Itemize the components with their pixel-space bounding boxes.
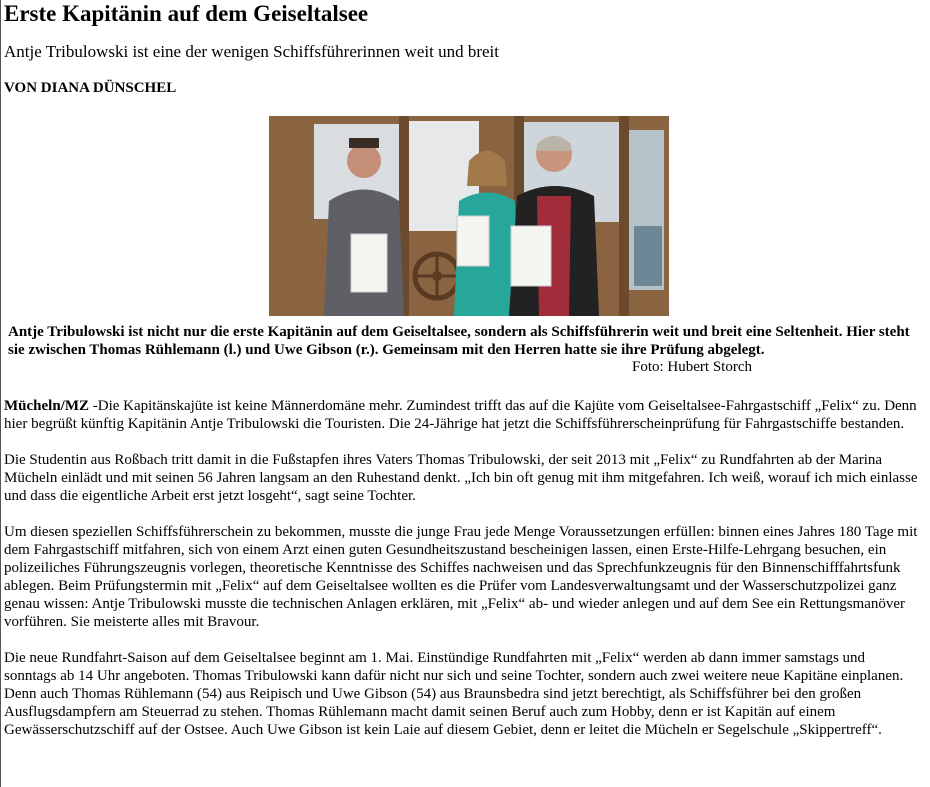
headline: Erste Kapitänin auf dem Geiseltalsee: [4, 1, 369, 26]
photo-credit: Foto: Hubert Storch: [632, 359, 752, 375]
paragraph-1: [4, 397, 920, 433]
paragraph-5: Denn auch Thomas Rühlemann (54) aus Reipisch und Uwe Gibson (54) aus Braunsbedra sind jetzt berechtigt, als Schiffsführer bei den großen Ausflugsdampfern am Steuerrad zu stehen. Thomas Rühlemann macht damit seinen Beruf auch zum Hobby, denn er ist Kapitän auf einem Gewässerschutzschiff auf der Ostsee. Auch Uwe Gibson ist kein Laie auf diesem Gebiet, denn er leitet die Mücheln er Segelschule „Skippertreff“.: [4, 686, 882, 738]
article-photo: [269, 116, 669, 316]
paragraph-4: Die neue Rundfahrt-Saison auf dem Geiseltalsee beginnt am 1. Mai. Einstündige Rundfahrten mit „Felix“ werden ab dann immer samstags und sonntags ab 14 Uhr angeboten. Thomas Tribulowski kann dafür nicht nur sich und seine Tochter, sondern auch zwei weitere neue Kapitäne einplanen.: [4, 650, 904, 684]
paragraph-1-text: -Die Kapitänskajüte ist keine Männerdomäne mehr. Zumindest trifft das auf die Kajüte vom Geiseltalsee-Fahrgastschiff „Felix“ zu. Denn hier begrüßt künftig Kapitänin Antje Tribulowski die Touristen. Die 24-Jährige hat jetzt die Schiffsführerscheinprüfung für Fahrgastschiffe bestanden.: [4, 398, 917, 432]
photo-caption: Antje Tribulowski ist nicht nur die erste Kapitänin auf dem Geiseltalsee, sondern als Schiffsführerin weit und breit eine Seltenheit. Hier steht sie zwischen Thomas Rühlemann (l.) und Uwe Gibson (r.). Gemeinsam mit den Herren hatte sie ihre Prüfung abgelegt.: [8, 324, 910, 358]
dateline: Mücheln/MZ: [4, 398, 89, 414]
left-border-rule: [0, 0, 1, 787]
article-body: [4, 397, 920, 757]
byline: VON DIANA DÜNSCHEL: [4, 80, 177, 96]
subtitle: Antje Tribulowski ist eine der wenigen Schiffsführerinnen weit und breit: [4, 42, 499, 61]
paragraph-3: Um diesen speziellen Schiffsführerschein zu bekommen, musste die junge Frau jede Menge Voraussetzungen erfüllen: binnen eines Jahres 180 Tage mit dem Fahrgastschiff mitfahren, sich von einem Arzt einen guten Gesundheitszustand bescheinigen lassen, einen Erste-Hilfe-Lehrgang besuchen, ein polizeiliches Führungszeugnis vorlegen, theoretische Kenntnisse des Schiffes nachweisen und das Sprechfunkzeugnis für den Binnenschifffahrtsfunk ablegen. Beim Prüfungstermin mit „Felix“ auf dem Geiseltalsee wollten es die Prüfer vom Landesverwaltungsamt und der Wasserschutzpolizei ganz genau wissen: Antje Tribulowski musste die technischen Anlagen erklären, mit „Felix“ ab- und wieder anlegen und auf dem See ein Rettungsmanöver vorführen. Sie meisterte alles mit Bravour.: [4, 524, 918, 630]
paragraph-2: Die Studentin aus Roßbach tritt damit in die Fußstapfen ihres Vaters Thomas Tribulowski, der seit 2013 mit „Felix“ zu Rundfahrten ab der Marina Mücheln einlädt und mit seinen 56 Jahren langsam an den Ruhestand denkt. „Ich bin oft genug mit ihm mitgefahren. Ich weiß, worauf ich mich einlasse und dass die eigentliche Arbeit erst jetzt losgeht“, sagt seine Tochter.: [4, 452, 918, 504]
